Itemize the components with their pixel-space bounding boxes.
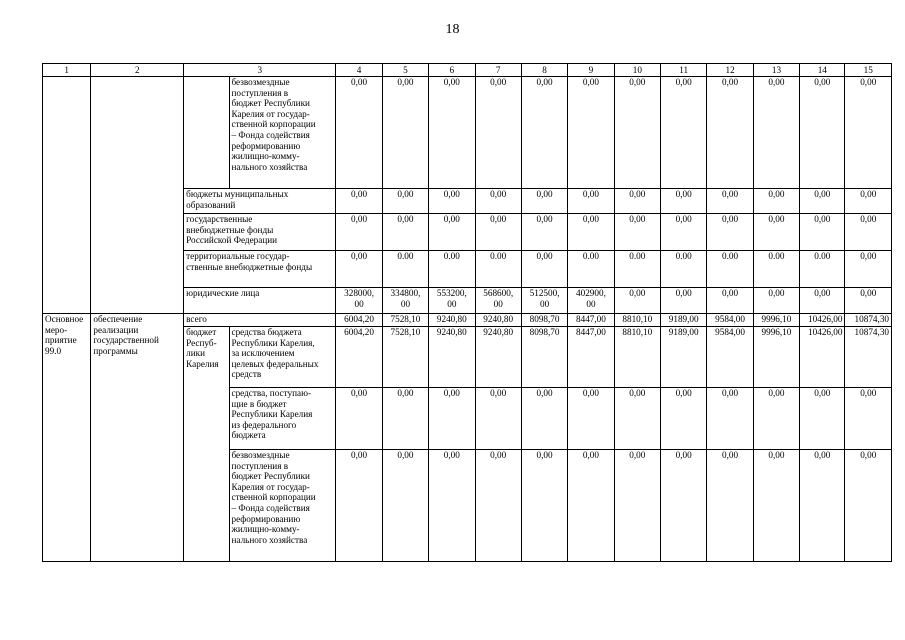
value-cell: 9584,00 xyxy=(707,314,753,327)
source-label: средства бюджета Республики Карелия, за исключением целевых федеральных средств xyxy=(229,327,336,388)
value-cell: 0,00 xyxy=(845,450,892,562)
value-cell: 0,00 xyxy=(336,77,382,189)
value-cell: 6004,20 xyxy=(336,327,382,388)
value-cell: 0,00 xyxy=(475,450,521,562)
source-label: безвозмездные поступления в бюджет Республики Карелия от государ- ственной корпорации – Фонда содействия реформированию жилищно-комму- нального хозяйства xyxy=(229,77,336,189)
value-cell: 8098,70 xyxy=(521,314,567,327)
value-cell: 0,00 xyxy=(753,189,799,214)
value-cell: 0,00 xyxy=(845,214,892,251)
value-cell: 0,00 xyxy=(614,388,660,450)
source-label: государственные внебюджетные фонды Российской Федерации xyxy=(184,214,336,251)
header-cell: 3 xyxy=(184,64,336,77)
value-cell: 0,00 xyxy=(661,388,707,450)
header-cell: 15 xyxy=(845,64,892,77)
value-cell: 0,00 xyxy=(475,77,521,189)
header-cell: 7 xyxy=(475,64,521,77)
empty-cell xyxy=(91,77,184,314)
value-cell: 9240,80 xyxy=(475,314,521,327)
value-cell: 0,00 xyxy=(521,388,567,450)
value-cell: 10426,00 xyxy=(800,327,845,388)
value-cell: 8447,00 xyxy=(568,314,614,327)
value-cell: 0,00 xyxy=(845,77,892,189)
value-cell: 0,00 xyxy=(429,214,475,251)
value-cell: 0,00 xyxy=(336,450,382,562)
header-cell: 12 xyxy=(707,64,753,77)
value-cell: 0.00 xyxy=(661,251,707,288)
value-cell: 0,00 xyxy=(382,189,428,214)
value-cell: 0,00 xyxy=(800,388,845,450)
value-cell: 9240,80 xyxy=(429,314,475,327)
value-cell: 0,00 xyxy=(707,450,753,562)
budget-group-cell: бюджет Респуб- лики Карелия xyxy=(184,327,229,562)
value-cell: 9996,10 xyxy=(753,327,799,388)
value-cell: 0,00 xyxy=(845,288,892,314)
value-cell: 0,00 xyxy=(800,288,845,314)
value-cell: 8810,10 xyxy=(614,314,660,327)
value-cell: 0,00 xyxy=(429,77,475,189)
value-cell: 0.00 xyxy=(800,251,845,288)
value-cell: 0,00 xyxy=(336,388,382,450)
value-cell: 0,00 xyxy=(568,77,614,189)
value-cell: 334800, 00 xyxy=(382,288,428,314)
value-cell: 0.00 xyxy=(568,251,614,288)
value-cell: 0,00 xyxy=(382,388,428,450)
source-label: юридические лица xyxy=(184,288,336,314)
value-cell: 9584,00 xyxy=(707,327,753,388)
value-cell: 0,00 xyxy=(521,251,567,288)
value-cell: 10874,30 xyxy=(845,327,892,388)
value-cell: 0,00 xyxy=(429,450,475,562)
column-number-header-row xyxy=(43,64,892,77)
value-cell: 0,00 xyxy=(707,77,753,189)
value-cell: 0.00 xyxy=(753,251,799,288)
table-row xyxy=(43,314,892,327)
source-label: бюджеты муниципальных образований xyxy=(184,189,336,214)
header-cell: 4 xyxy=(336,64,382,77)
value-cell: 0,00 xyxy=(661,77,707,189)
value-cell: 0,00 xyxy=(707,189,753,214)
header-cell: 6 xyxy=(429,64,475,77)
value-cell: 0,00 xyxy=(753,214,799,251)
value-cell: 0.00 xyxy=(429,251,475,288)
value-cell: 0,00 xyxy=(614,214,660,251)
value-cell: 0,00 xyxy=(336,214,382,251)
value-cell: 8447,00 xyxy=(568,327,614,388)
header-cell: 9 xyxy=(568,64,614,77)
value-cell: 8098,70 xyxy=(521,327,567,388)
source-label: безвозмездные поступления в бюджет Республики Карелия от государ- ственной корпорации – Фонда содействия реформированию жилищно-комму- нального хозяйства xyxy=(229,450,336,562)
source-label: всего xyxy=(184,314,336,327)
value-cell: 0,00 xyxy=(475,388,521,450)
value-cell: 9189,00 xyxy=(661,327,707,388)
activity-name-cell: обеспечение реализации государственной программы xyxy=(91,314,184,562)
value-cell: 0,00 xyxy=(475,214,521,251)
value-cell: 9240,80 xyxy=(475,327,521,388)
value-cell: 553200, 00 xyxy=(429,288,475,314)
value-cell: 0,00 xyxy=(707,288,753,314)
source-label: территориальные государ- ственные внебюджетные фонды xyxy=(184,251,336,288)
value-cell: 0,00 xyxy=(429,189,475,214)
value-cell: 10874,30 xyxy=(845,314,892,327)
value-cell: 0,00 xyxy=(382,450,428,562)
value-cell: 0.00 xyxy=(475,251,521,288)
value-cell: 0,00 xyxy=(475,189,521,214)
value-cell: 0,00 xyxy=(568,214,614,251)
header-cell: 2 xyxy=(91,64,184,77)
value-cell: 568600, 00 xyxy=(475,288,521,314)
value-cell: 0,00 xyxy=(800,450,845,562)
header-cell: 5 xyxy=(382,64,428,77)
value-cell: 0,00 xyxy=(614,77,660,189)
header-cell: 10 xyxy=(614,64,660,77)
value-cell: 0,00 xyxy=(707,214,753,251)
value-cell: 8810,10 xyxy=(614,327,660,388)
value-cell: 0,00 xyxy=(382,214,428,251)
value-cell: 0,00 xyxy=(429,388,475,450)
value-cell: 402900, 00 xyxy=(568,288,614,314)
value-cell: 0,00 xyxy=(568,189,614,214)
value-cell: 9189,00 xyxy=(661,314,707,327)
value-cell: 0,00 xyxy=(568,450,614,562)
value-cell: 0,00 xyxy=(521,77,567,189)
value-cell: 0,00 xyxy=(753,388,799,450)
value-cell: 0,00 xyxy=(614,288,660,314)
value-cell: 0.00 xyxy=(707,251,753,288)
value-cell: 0,00 xyxy=(336,251,382,288)
value-cell: 0,00 xyxy=(614,450,660,562)
table-row xyxy=(43,77,892,189)
value-cell: 7528,10 xyxy=(382,327,428,388)
header-cell: 14 xyxy=(800,64,845,77)
value-cell: 0,00 xyxy=(661,214,707,251)
header-cell: 8 xyxy=(521,64,567,77)
value-cell: 0,00 xyxy=(800,77,845,189)
value-cell: 10426,00 xyxy=(800,314,845,327)
value-cell: 6004,20 xyxy=(336,314,382,327)
source-label: средства, поступаю- щие в бюджет Республики Карелия из федерального бюджета xyxy=(229,388,336,450)
value-cell: 512500, 00 xyxy=(521,288,567,314)
activity-number-cell: Основное меро- приятие 99.0 xyxy=(43,314,91,562)
value-cell: 9996,10 xyxy=(753,314,799,327)
empty-cell xyxy=(43,77,91,314)
value-cell: 328000, 00 xyxy=(336,288,382,314)
page-number: 18 xyxy=(445,22,460,37)
value-cell: 0,00 xyxy=(336,189,382,214)
value-cell: 0,00 xyxy=(753,77,799,189)
value-cell: 0,00 xyxy=(845,251,892,288)
value-cell: 0,00 xyxy=(707,388,753,450)
value-cell: 0,00 xyxy=(521,189,567,214)
value-cell: 0,00 xyxy=(521,450,567,562)
value-cell: 0,00 xyxy=(845,189,892,214)
value-cell: 0,00 xyxy=(568,388,614,450)
header-cell: 13 xyxy=(753,64,799,77)
value-cell: 0,00 xyxy=(800,214,845,251)
empty-cell xyxy=(184,77,229,189)
value-cell: 0,00 xyxy=(661,189,707,214)
value-cell: 0,00 xyxy=(661,450,707,562)
value-cell: 0.00 xyxy=(614,251,660,288)
header-cell: 1 xyxy=(43,64,91,77)
value-cell: 0,00 xyxy=(845,388,892,450)
header-cell: 11 xyxy=(661,64,707,77)
value-cell: 7528,10 xyxy=(382,314,428,327)
value-cell: 0,00 xyxy=(521,214,567,251)
value-cell: 0,00 xyxy=(800,189,845,214)
value-cell: 0.00 xyxy=(382,251,428,288)
value-cell: 9240,80 xyxy=(429,327,475,388)
value-cell: 0,00 xyxy=(614,189,660,214)
value-cell: 0,00 xyxy=(753,288,799,314)
value-cell: 0,00 xyxy=(753,450,799,562)
value-cell: 0,00 xyxy=(382,77,428,189)
value-cell: 0,00 xyxy=(661,288,707,314)
financing-table xyxy=(42,63,892,562)
